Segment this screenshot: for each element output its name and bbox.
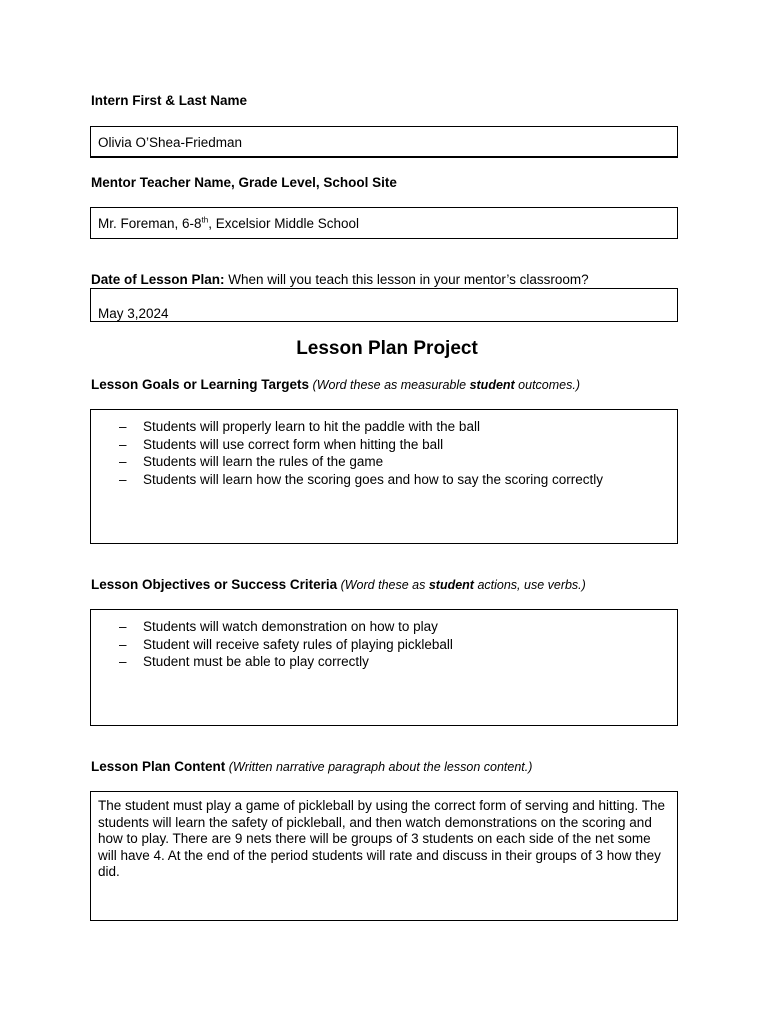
date-label — [91, 272, 589, 288]
list-item-text: Students will properly learn to hit the paddle with the ball — [143, 419, 480, 434]
list-item — [119, 618, 453, 636]
list-item — [119, 418, 603, 436]
intern-name-value: Olivia O’Shea-Friedman — [98, 135, 243, 150]
dash-marker: – — [119, 419, 127, 434]
goals-label-bold: Lesson Goals or Learning Targets — [91, 377, 310, 392]
objectives-note-prefix: (Word these as — [337, 578, 429, 592]
page-title: Lesson Plan Project — [296, 338, 478, 359]
objectives-note-suffix: actions, use verbs.) — [473, 578, 586, 592]
mentor-label-text: Mentor Teacher Name, Grade Level, School Site — [91, 175, 397, 190]
goals-note-strong: student — [469, 378, 515, 392]
mentor-value-suffix: , Excelsior Middle School — [208, 216, 360, 231]
dash-marker: – — [119, 436, 127, 452]
list-item-text: Student must be able to play correctly — [143, 654, 369, 669]
mentor-field[interactable] — [90, 207, 678, 239]
content-label-bold: Lesson Plan Content — [91, 759, 226, 774]
objectives-label — [91, 577, 586, 593]
date-label-question: When will you teach this lesson in your mentor’s classroom? — [224, 272, 589, 287]
objectives-note — [337, 578, 586, 592]
goals-list — [119, 418, 603, 488]
goals-label — [91, 377, 580, 393]
objectives-note-strong: student — [428, 578, 474, 592]
dash-marker: – — [119, 619, 127, 634]
goals-note-suffix: outcomes.) — [514, 378, 581, 392]
date-field[interactable] — [90, 288, 678, 322]
intern-name-label-text: Intern First & Last Name — [91, 93, 248, 108]
objectives-box[interactable] — [90, 609, 678, 726]
list-item — [119, 453, 603, 471]
list-item-text: Students will learn the rules of the game — [143, 454, 384, 469]
dash-marker: – — [119, 654, 127, 669]
content-box[interactable] — [90, 791, 678, 921]
dash-marker: – — [119, 454, 127, 469]
list-item — [119, 471, 603, 489]
list-item — [119, 636, 453, 654]
goals-note-prefix: (Word these as measurable — [309, 378, 470, 392]
date-label-bold: Date of Lesson Plan: — [91, 272, 225, 287]
list-item-text: Students will watch demonstration on how to play — [143, 619, 438, 634]
list-item-text: Students will use correct form when hitting the ball — [143, 436, 444, 452]
intern-name-field[interactable] — [90, 126, 678, 158]
goals-note — [309, 378, 580, 392]
list-item-text: Students will learn how the scoring goes and how to say the scoring correctly — [143, 471, 603, 487]
content-label — [91, 759, 532, 775]
objectives-list — [119, 618, 453, 671]
mentor-label — [91, 175, 397, 191]
dash-marker: – — [119, 636, 127, 652]
content-paragraph: The student must play a game of pickleball by using the correct form of serving and hitting. The students will learn the safety of pickleball, and then watch demonstrations on the scoring and how to play. There are 9 nets there will be groups of 3 students on each side of the net some will have 4. At the end of the period students will rate and discuss in their groups of 3 how they did. — [98, 798, 666, 879]
goals-box[interactable] — [90, 409, 678, 544]
list-item — [119, 653, 453, 671]
intern-name-label — [91, 93, 247, 109]
date-value: May 3,2024 — [98, 306, 169, 321]
mentor-value-superscript: th — [201, 215, 209, 225]
mentor-value — [98, 216, 359, 232]
list-item-text: Student will receive safety rules of playing pickleball — [143, 636, 453, 652]
mentor-value-prefix: Mr. Foreman, 6-8 — [98, 216, 202, 231]
list-item — [119, 436, 603, 454]
content-note: (Written narrative paragraph about the lesson content.) — [225, 760, 533, 774]
objectives-label-bold: Lesson Objectives or Success Criteria — [91, 577, 338, 592]
dash-marker: – — [119, 471, 127, 487]
